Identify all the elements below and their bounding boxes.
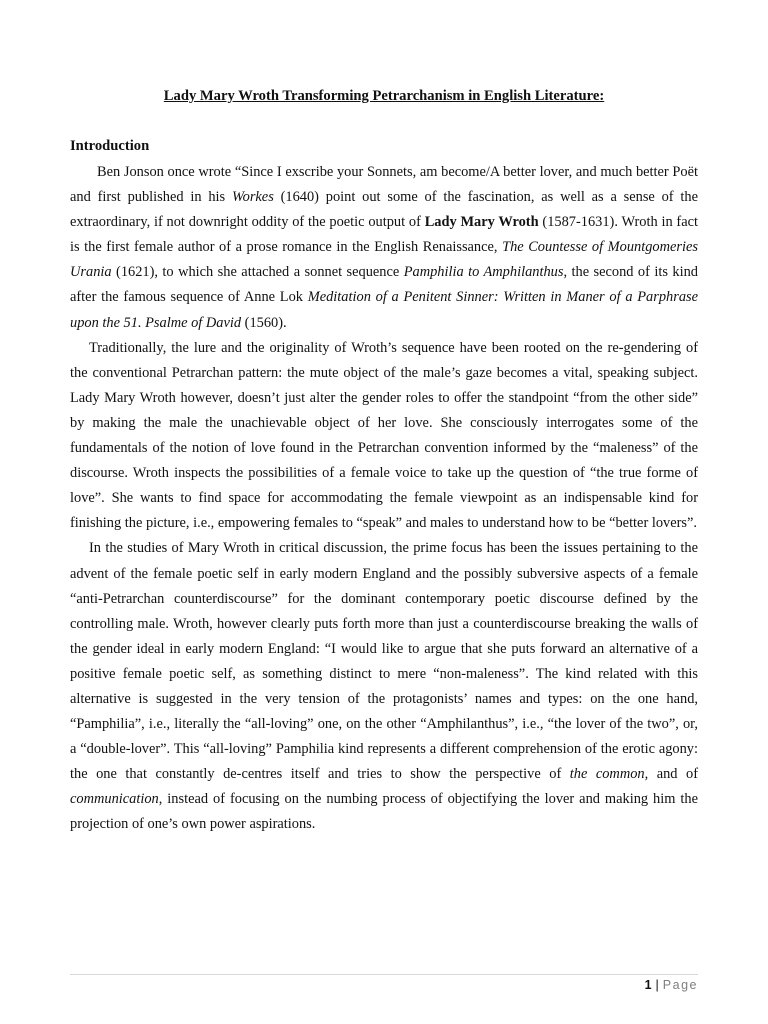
paragraph-1-text: (1640) point out some of the fascination, as well as a sense of the extraordinary, if not downright oddity of the poetic output of bbox=[70, 189, 698, 231]
footer-separator: | bbox=[655, 978, 659, 992]
paragraph-3-text: , instead of focusing on the numbing process of objectifying the lover and making him the projection of one’s own power aspirations. bbox=[70, 791, 698, 833]
paragraph-1-text: Ben Jonson once wrote “Since I exscribe your Sonnets, am become/A better lover, and much better Poët and first published in his bbox=[70, 164, 698, 206]
paragraph-3-text: In the studies of Mary Wroth in critical discussion, the prime focus has been the issues pertaining to the advent of the female poetic self in early modern England and the possibly subversive aspects of a female “anti-Petrarchan counterdiscourse” for the dominant contemporary poetic discourse defined by the controlling male. Wroth, however clearly puts forth more than just a counterdiscourse breaking the walls of the gender ideal in early modern England: “I would like to argue that she puts forward an alternative of a positive female poetic self, as something distinct to mere “non-maleness”. The kind related with this alternative is suggested in the very tension of the protagonists’ names and types: on the one hand, “Pamphilia”, i.e., literally the “all-loving” one, on the other “Amphilanthus”, i.e., “the lover of the two”, or, a “double-lover”. This “all-loving” Pamphilia kind represents a different comprehension of the erotic agony: the one that constantly de-centres itself and tries to show the perspective of bbox=[70, 540, 698, 783]
paragraph-1-text: (1621), to which she attached a sonnet sequence bbox=[111, 264, 404, 281]
paragraph-1-text: , the second of its kind after the famous sequence of Anne Lok bbox=[70, 264, 698, 306]
title-workes: Workes bbox=[231, 189, 274, 206]
title-urania: The Countesse of Mountgomeries Urania bbox=[70, 239, 698, 281]
paragraph-3-text: and of bbox=[648, 766, 698, 783]
paragraph-3 bbox=[70, 536, 698, 837]
author-name-bold: Lady Mary Wroth bbox=[424, 214, 539, 231]
emphasis-communication: communication bbox=[70, 791, 159, 808]
paragraph-1-text: (1560). bbox=[241, 314, 287, 331]
page-footer bbox=[645, 977, 698, 993]
footer-divider bbox=[70, 974, 698, 975]
title-pamphilia: Pamphilia to Amphilanthus bbox=[403, 264, 564, 281]
paragraph-1 bbox=[70, 160, 698, 336]
page-number: 1 bbox=[644, 978, 652, 992]
page-label: Page bbox=[662, 978, 698, 992]
document-title: Lady Mary Wroth Transforming Petrarchanism in English Literature: bbox=[163, 88, 605, 104]
paragraph-2: Traditionally, the lure and the originality of Wroth’s sequence have been rooted on the re-gendering of the conventional Petrarchan pattern: the mute object of the male’s gaze becomes a vital, speaking subject. Lady Mary Wroth however, doesn’t just alter the gender roles to offer the standpoint “from the other side” by making the male the unachievable object of her love. She consciously interrogates some of the fundamentals of the notion of love found in the Petrarchan convention informed by the “maleness” of the discourse. Wroth inspects the possibilities of a female voice to take up the question of “the true forme of love”. She wants to find space for accommodating the female viewpoint as an indispensable kind for finishing the picture, i.e., empowering females to “speak” and males to understand how to be “better lovers”. bbox=[70, 339, 698, 532]
emphasis-the-common: the common, bbox=[569, 766, 649, 783]
paragraph-1-text: (1587-1631). Wroth in fact is the first female author of a prose romance in the English Renaissance, bbox=[70, 214, 698, 256]
document-body bbox=[70, 160, 698, 838]
title-meditation: Meditation of a Penitent Sinner: Written in Maner of a Parphrase upon the 51. Psalme of David bbox=[70, 289, 699, 331]
section-heading-introduction: Introduction bbox=[70, 138, 150, 154]
